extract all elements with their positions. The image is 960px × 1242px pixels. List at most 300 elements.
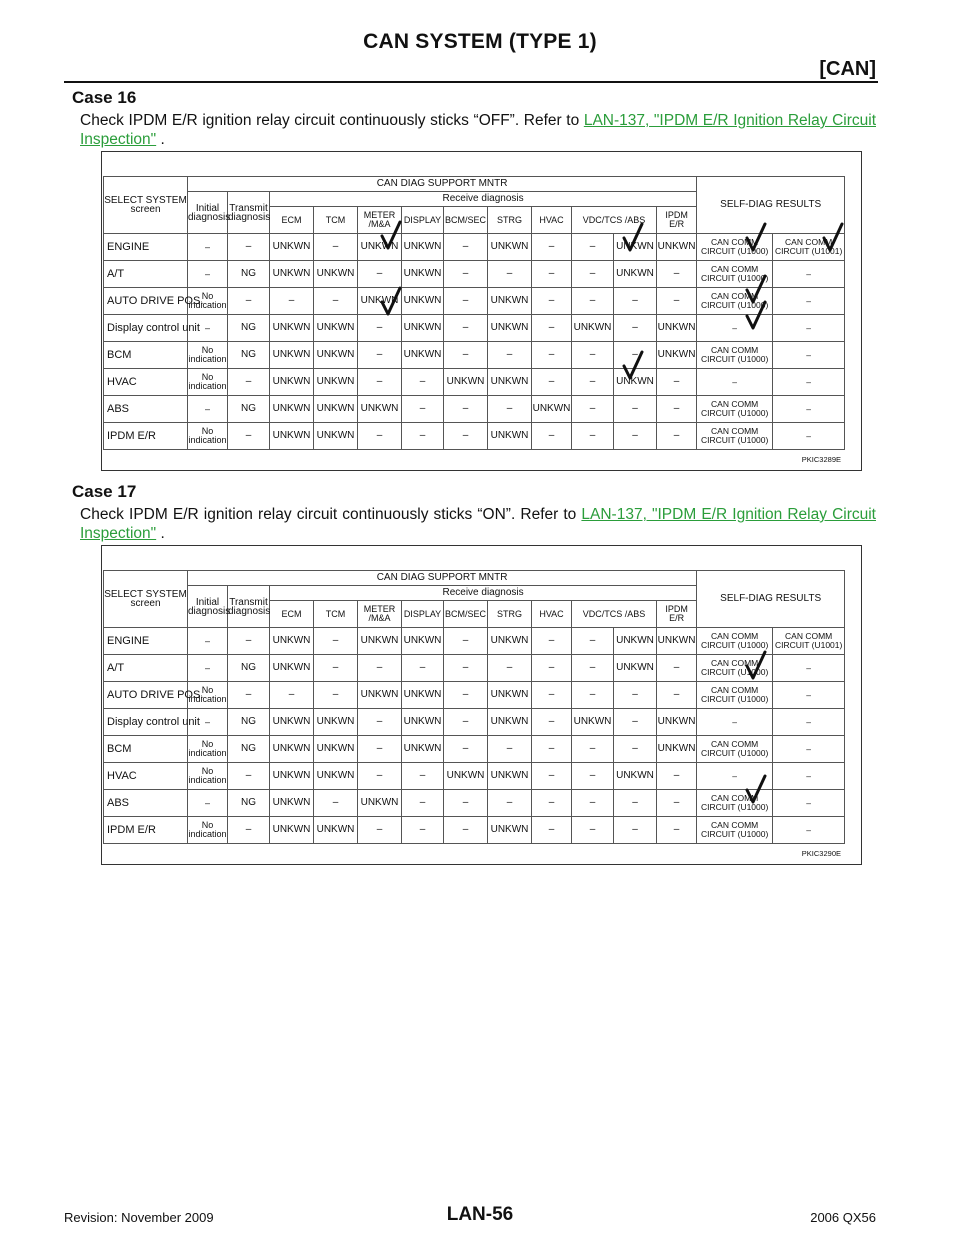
row-value: UNKWN <box>488 315 532 342</box>
row-system-name: ABS <box>104 790 188 817</box>
row-value: UNKWN <box>444 763 488 790</box>
row-selfdiag-2: – <box>773 369 845 396</box>
row-value: – <box>532 817 572 844</box>
table-row <box>104 709 845 736</box>
row-value: – <box>402 396 444 423</box>
row-value: UNKWN <box>314 817 358 844</box>
header-col: DISPLAY <box>402 601 444 628</box>
row-selfdiag-2: – <box>773 288 845 315</box>
header-select-system: SELECT SYSTEM screen <box>104 177 188 234</box>
row-value: – <box>532 261 572 288</box>
row-value: UNKWN <box>402 288 444 315</box>
header-col: METER /M&A <box>358 601 402 628</box>
row-value: – <box>444 396 488 423</box>
case16-link[interactable]: LAN-137, "IPDM E/R Ignition Relay Circuit Inspection" <box>80 112 876 148</box>
row-initial: No indication <box>188 288 228 315</box>
row-selfdiag-1: – <box>697 369 773 396</box>
row-value: UNKWN <box>488 628 532 655</box>
row-system-name: BCM <box>104 342 188 369</box>
table-row <box>104 423 845 450</box>
header-col: DISPLAY <box>402 207 444 234</box>
header-col: BCM/SEC <box>444 601 488 628</box>
row-value: – <box>657 763 697 790</box>
row-value: – <box>444 288 488 315</box>
table-row <box>104 261 845 288</box>
table-row <box>104 763 845 790</box>
row-value: UNKWN <box>614 655 657 682</box>
row-value: – <box>572 736 614 763</box>
row-value: UNKWN <box>314 736 358 763</box>
row-value: UNKWN <box>314 261 358 288</box>
row-value: UNKWN <box>358 790 402 817</box>
row-value: UNKWN <box>657 628 697 655</box>
header-col: TCM <box>314 207 358 234</box>
row-value: UNKWN <box>314 342 358 369</box>
row-value: UNKWN <box>314 315 358 342</box>
row-transmit: NG <box>228 655 270 682</box>
row-initial: – <box>188 261 228 288</box>
row-initial: – <box>188 234 228 261</box>
row-transmit: – <box>228 369 270 396</box>
row-value: – <box>402 423 444 450</box>
row-value: UNKWN <box>488 763 532 790</box>
row-value: – <box>572 682 614 709</box>
check-mark-icon <box>745 300 767 330</box>
row-transmit: NG <box>228 315 270 342</box>
header-initial: Initial diagnosis <box>188 192 228 234</box>
header-col: BCM/SEC <box>444 207 488 234</box>
row-transmit: NG <box>228 709 270 736</box>
row-value: – <box>358 423 402 450</box>
row-value: – <box>532 763 572 790</box>
check-mark-icon <box>380 220 402 250</box>
row-value: UNKWN <box>314 369 358 396</box>
row-value: – <box>314 790 358 817</box>
case17-figure-code: PKIC3290E <box>801 849 841 858</box>
row-value: – <box>657 288 697 315</box>
header-transmit: Transmit diagnosis <box>228 586 270 628</box>
section-label: [CAN] <box>819 58 876 80</box>
case16-text-after: . <box>156 131 165 148</box>
table-row <box>104 628 845 655</box>
case17-text <box>80 505 876 543</box>
row-selfdiag-1: CAN COMM CIRCUIT (U1000) <box>697 342 773 369</box>
table-row <box>104 396 845 423</box>
row-selfdiag-2: – <box>773 342 845 369</box>
row-value: UNKWN <box>314 763 358 790</box>
check-mark-icon <box>745 774 767 804</box>
row-value: – <box>402 790 444 817</box>
row-value: UNKWN <box>358 396 402 423</box>
row-value: UNKWN <box>657 342 697 369</box>
case17-text-before: Check IPDM E/R ignition relay circuit continuously sticks “ON”. Refer to <box>80 506 582 523</box>
row-value: UNKWN <box>270 396 314 423</box>
table-row <box>104 790 845 817</box>
table-row <box>104 655 845 682</box>
row-selfdiag-1: CAN COMM CIRCUIT (U1000) <box>697 790 773 817</box>
row-value: – <box>572 817 614 844</box>
row-value: – <box>402 763 444 790</box>
row-system-name: ENGINE <box>104 234 188 261</box>
row-selfdiag-2: – <box>773 709 845 736</box>
row-value: – <box>572 288 614 315</box>
row-value: UNKWN <box>614 763 657 790</box>
row-value: UNKWN <box>402 342 444 369</box>
row-transmit: – <box>228 763 270 790</box>
row-value: UNKWN <box>270 655 314 682</box>
row-system-name: A/T <box>104 655 188 682</box>
header-col: VDC/TCS /ABS <box>572 207 657 234</box>
row-selfdiag-1: CAN COMM CIRCUIT (U1000) <box>697 261 773 288</box>
row-value: UNKWN <box>358 288 402 315</box>
row-transmit: – <box>228 423 270 450</box>
row-value: UNKWN <box>402 628 444 655</box>
row-selfdiag-1: CAN COMM CIRCUIT (U1000) <box>697 234 773 261</box>
row-initial: – <box>188 315 228 342</box>
row-value: – <box>358 369 402 396</box>
header-can-diag: CAN DIAG SUPPORT MNTR <box>188 571 697 586</box>
row-value: – <box>614 736 657 763</box>
row-value: – <box>444 628 488 655</box>
check-mark-icon <box>745 650 767 680</box>
row-system-name: Display control unit <box>104 709 188 736</box>
row-value: UNKWN <box>270 261 314 288</box>
row-value: – <box>444 736 488 763</box>
table-row <box>104 369 845 396</box>
row-value: UNKWN <box>314 423 358 450</box>
table-row <box>104 817 845 844</box>
row-value: UNKWN <box>532 396 572 423</box>
row-value: – <box>358 709 402 736</box>
row-value: UNKWN <box>614 628 657 655</box>
row-value: UNKWN <box>270 763 314 790</box>
row-value: UNKWN <box>402 261 444 288</box>
row-value: UNKWN <box>270 790 314 817</box>
row-initial: No indication <box>188 369 228 396</box>
row-value: – <box>657 817 697 844</box>
row-value: – <box>270 682 314 709</box>
row-value: UNKWN <box>270 817 314 844</box>
row-value: – <box>444 709 488 736</box>
row-value: – <box>614 342 657 369</box>
row-system-name: IPDM E/R <box>104 817 188 844</box>
row-value: – <box>614 396 657 423</box>
row-value: – <box>572 790 614 817</box>
row-selfdiag-2: – <box>773 655 845 682</box>
row-value: UNKWN <box>270 736 314 763</box>
header-self-diag: SELF-DIAG RESULTS <box>697 177 845 234</box>
row-value: – <box>488 342 532 369</box>
row-value: – <box>572 234 614 261</box>
row-transmit: NG <box>228 396 270 423</box>
row-value: UNKWN <box>270 234 314 261</box>
row-selfdiag-2: CAN COMM CIRCUIT (U1001) <box>773 234 845 261</box>
case16-figure <box>101 151 862 471</box>
row-value: – <box>532 655 572 682</box>
check-mark-icon <box>622 350 644 380</box>
row-value: – <box>614 682 657 709</box>
row-value: – <box>657 369 697 396</box>
row-value: – <box>532 709 572 736</box>
row-value: UNKWN <box>270 369 314 396</box>
row-value: – <box>657 655 697 682</box>
case16-heading: Case 16 <box>72 88 137 107</box>
row-selfdiag-2: – <box>773 423 845 450</box>
row-value: UNKWN <box>402 682 444 709</box>
row-value: UNKWN <box>270 315 314 342</box>
row-value: – <box>532 234 572 261</box>
row-initial: – <box>188 790 228 817</box>
row-system-name: BCM <box>104 736 188 763</box>
row-value: – <box>532 369 572 396</box>
check-mark-icon <box>822 222 844 252</box>
case17-figure <box>101 545 862 865</box>
row-selfdiag-1: CAN COMM CIRCUIT (U1000) <box>697 682 773 709</box>
row-selfdiag-1: – <box>697 709 773 736</box>
row-system-name: Display control unit <box>104 315 188 342</box>
row-value: – <box>532 682 572 709</box>
row-value: – <box>444 261 488 288</box>
row-value: – <box>314 288 358 315</box>
row-value: – <box>572 342 614 369</box>
row-transmit: NG <box>228 342 270 369</box>
header-receive: Receive diagnosis <box>270 192 697 207</box>
row-transmit: NG <box>228 790 270 817</box>
row-value: – <box>614 790 657 817</box>
row-value: – <box>358 342 402 369</box>
row-value: – <box>572 423 614 450</box>
row-system-name: A/T <box>104 261 188 288</box>
table-row <box>104 342 845 369</box>
row-transmit: NG <box>228 261 270 288</box>
row-value: UNKWN <box>488 369 532 396</box>
footer-revision: Revision: November 2009 <box>64 1210 214 1225</box>
row-initial: – <box>188 396 228 423</box>
row-value: – <box>657 790 697 817</box>
row-value: UNKWN <box>358 682 402 709</box>
row-initial: – <box>188 709 228 736</box>
row-selfdiag-2: – <box>773 261 845 288</box>
row-initial: – <box>188 655 228 682</box>
row-selfdiag-2: – <box>773 396 845 423</box>
row-value: UNKWN <box>402 315 444 342</box>
header-transmit: Transmit diagnosis <box>228 192 270 234</box>
case17-diag-table <box>103 570 845 844</box>
header-initial: Initial diagnosis <box>188 586 228 628</box>
row-transmit: – <box>228 234 270 261</box>
row-value: UNKWN <box>270 342 314 369</box>
row-value: – <box>314 234 358 261</box>
row-value: – <box>572 396 614 423</box>
row-selfdiag-2: – <box>773 790 845 817</box>
row-transmit: – <box>228 628 270 655</box>
row-value: – <box>614 315 657 342</box>
row-value: UNKWN <box>657 234 697 261</box>
case16-diag-table <box>103 176 845 450</box>
check-mark-icon <box>622 222 644 252</box>
row-value: UNKWN <box>657 736 697 763</box>
row-selfdiag-2: – <box>773 315 845 342</box>
row-value: UNKWN <box>488 288 532 315</box>
row-initial: No indication <box>188 682 228 709</box>
case16-text <box>80 111 876 149</box>
row-selfdiag-1: – <box>697 315 773 342</box>
row-transmit: – <box>228 288 270 315</box>
row-value: – <box>444 655 488 682</box>
row-value: – <box>358 655 402 682</box>
row-value: – <box>444 315 488 342</box>
row-value: UNKWN <box>614 234 657 261</box>
row-value: – <box>358 315 402 342</box>
row-value: UNKWN <box>488 709 532 736</box>
row-value: – <box>532 790 572 817</box>
row-system-name: AUTO DRIVE POS. <box>104 682 188 709</box>
row-value: – <box>657 261 697 288</box>
row-selfdiag-2: – <box>773 682 845 709</box>
row-system-name: ABS <box>104 396 188 423</box>
row-value: – <box>488 790 532 817</box>
row-value: UNKWN <box>572 315 614 342</box>
row-value: – <box>314 628 358 655</box>
row-selfdiag-1: CAN COMM CIRCUIT (U1000) <box>697 288 773 315</box>
row-transmit: – <box>228 682 270 709</box>
header-col: IPDM E/R <box>657 207 697 234</box>
header-self-diag: SELF-DIAG RESULTS <box>697 571 845 628</box>
header-col: IPDM E/R <box>657 601 697 628</box>
row-value: UNKWN <box>402 234 444 261</box>
row-selfdiag-2: CAN COMM CIRCUIT (U1001) <box>773 628 845 655</box>
row-value: UNKWN <box>358 234 402 261</box>
row-value: – <box>572 628 614 655</box>
row-value: – <box>358 261 402 288</box>
row-selfdiag-2: – <box>773 763 845 790</box>
row-value: – <box>572 369 614 396</box>
row-value: UNKWN <box>657 315 697 342</box>
row-initial: No indication <box>188 342 228 369</box>
table-row <box>104 234 845 261</box>
row-value: – <box>444 817 488 844</box>
header-col: TCM <box>314 601 358 628</box>
row-value: UNKWN <box>270 628 314 655</box>
row-value: UNKWN <box>270 423 314 450</box>
row-value: – <box>657 423 697 450</box>
table-row <box>104 288 845 315</box>
header-col: STRG <box>488 601 532 628</box>
row-value: – <box>488 396 532 423</box>
row-value: – <box>488 655 532 682</box>
row-selfdiag-1: CAN COMM CIRCUIT (U1000) <box>697 396 773 423</box>
check-mark-icon <box>380 286 402 316</box>
row-value: – <box>358 763 402 790</box>
header-col: VDC/TCS /ABS <box>572 601 657 628</box>
row-value: UNKWN <box>657 709 697 736</box>
row-value: UNKWN <box>614 261 657 288</box>
row-value: – <box>614 709 657 736</box>
row-value: – <box>402 655 444 682</box>
row-value: – <box>358 817 402 844</box>
row-value: – <box>402 369 444 396</box>
row-system-name: HVAC <box>104 763 188 790</box>
row-value: – <box>444 234 488 261</box>
row-value: – <box>532 628 572 655</box>
table-row <box>104 315 845 342</box>
row-initial: No indication <box>188 763 228 790</box>
header-can-diag: CAN DIAG SUPPORT MNTR <box>188 177 697 192</box>
row-value: – <box>532 423 572 450</box>
header-col: ECM <box>270 601 314 628</box>
row-system-name: IPDM E/R <box>104 423 188 450</box>
row-transmit: NG <box>228 736 270 763</box>
header-col: METER /M&A <box>358 207 402 234</box>
row-value: UNKWN <box>572 709 614 736</box>
row-selfdiag-1: CAN COMM CIRCUIT (U1000) <box>697 628 773 655</box>
row-selfdiag-1: CAN COMM CIRCUIT (U1000) <box>697 817 773 844</box>
case17-heading: Case 17 <box>72 482 137 501</box>
row-selfdiag-1: – <box>697 763 773 790</box>
row-initial: No indication <box>188 817 228 844</box>
footer-page-number: LAN-56 <box>446 1204 514 1225</box>
row-value: – <box>532 315 572 342</box>
row-value: UNKWN <box>358 628 402 655</box>
row-value: – <box>614 423 657 450</box>
row-value: – <box>572 261 614 288</box>
row-initial: No indication <box>188 736 228 763</box>
table-row <box>104 736 845 763</box>
footer-model: 2006 QX56 <box>810 1210 876 1225</box>
row-value: UNKWN <box>444 369 488 396</box>
row-value: – <box>532 736 572 763</box>
case16-figure-code: PKIC3289E <box>801 455 841 464</box>
case17-text-after: . <box>156 525 165 542</box>
row-value: UNKWN <box>402 736 444 763</box>
header-receive: Receive diagnosis <box>270 586 697 601</box>
row-value: – <box>614 288 657 315</box>
row-initial: – <box>188 628 228 655</box>
row-transmit: – <box>228 817 270 844</box>
header-divider <box>64 81 878 83</box>
row-selfdiag-1: CAN COMM CIRCUIT (U1000) <box>697 736 773 763</box>
row-value: UNKWN <box>614 369 657 396</box>
row-value: – <box>532 288 572 315</box>
row-system-name: ENGINE <box>104 628 188 655</box>
case16-text-before: Check IPDM E/R ignition relay circuit continuously sticks “OFF”. Refer to <box>80 112 584 129</box>
row-value: – <box>572 763 614 790</box>
row-value: UNKWN <box>402 709 444 736</box>
header-col: ECM <box>270 207 314 234</box>
row-value: – <box>444 423 488 450</box>
row-value: UNKWN <box>314 396 358 423</box>
row-value: – <box>532 342 572 369</box>
header-col: HVAC <box>532 601 572 628</box>
row-value: UNKWN <box>488 682 532 709</box>
row-selfdiag-2: – <box>773 817 845 844</box>
row-value: – <box>402 817 444 844</box>
row-value: – <box>444 342 488 369</box>
row-selfdiag-1: CAN COMM CIRCUIT (U1000) <box>697 423 773 450</box>
row-value: – <box>270 288 314 315</box>
row-value: – <box>314 655 358 682</box>
row-value: – <box>572 655 614 682</box>
case17-link[interactable]: LAN-137, "IPDM E/R Ignition Relay Circuit Inspection" <box>80 506 876 542</box>
row-system-name: AUTO DRIVE POS. <box>104 288 188 315</box>
row-value: – <box>657 396 697 423</box>
row-value: – <box>314 682 358 709</box>
header-col: HVAC <box>532 207 572 234</box>
header-select-system: SELECT SYSTEM screen <box>104 571 188 628</box>
check-mark-icon <box>745 222 767 252</box>
row-selfdiag-2: – <box>773 736 845 763</box>
row-value: – <box>657 682 697 709</box>
